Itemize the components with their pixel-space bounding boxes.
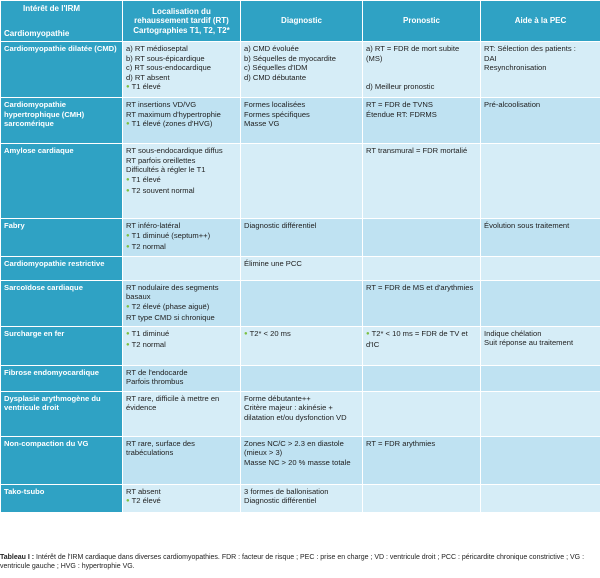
table-row xyxy=(1,98,600,144)
row-cardiomyopathy-name: Amylose cardiaque xyxy=(1,144,123,219)
table-row xyxy=(1,280,600,326)
pec-cell xyxy=(481,391,600,436)
header-pronostic: Pronostic xyxy=(363,1,481,42)
bullet-line: ● T1 élevé xyxy=(126,82,237,94)
diagnostic-cell xyxy=(241,436,363,484)
localisation-cell xyxy=(123,365,241,391)
table-body xyxy=(1,42,600,513)
pec-cell xyxy=(481,326,600,365)
header-col0-bottom: Cardiomyopathie xyxy=(4,28,70,38)
text-line: RT = FDR de MS et d'arythmies xyxy=(366,282,474,292)
caption-text: Intérêt de l'IRM cardiaque dans diverses cardiomyopathies. FDR : facteur de risque ; PEC : prise en charge ; VD : ventricule droit ; PCC : péricardite chronique constrictive ; VG : ventricule gauche ; HVG : hypertrophie VG. xyxy=(0,554,585,570)
row-cardiomyopathy-name: Cardiomyopathie hypertrophique (CMH) sarcomérique xyxy=(1,98,123,144)
pronostic-cell xyxy=(363,42,481,98)
row-cardiomyopathy-name: Surcharge en fer xyxy=(1,326,123,365)
diagnostic-cell xyxy=(241,256,363,280)
diagnostic-cell xyxy=(241,42,363,98)
row-cardiomyopathy-name: Fibrose endomyocardique xyxy=(1,365,123,391)
pec-cell xyxy=(481,219,600,257)
text-line: Difficultés à régler le T1 xyxy=(126,165,206,174)
text-line: DAI xyxy=(484,53,497,63)
diagnostic-cell xyxy=(241,484,363,512)
text-line: d) Meilleur pronostic xyxy=(366,82,435,91)
text-line: Diagnostic différentiel xyxy=(244,496,317,505)
row-cardiomyopathy-name: Cardiomyopathie restrictive xyxy=(1,256,123,280)
text-line: RT transmural = FDR mortalié xyxy=(366,146,468,155)
diagnostic-cell xyxy=(241,98,363,144)
text-line: d) RT absent xyxy=(126,72,170,82)
text-line: Étendue RT: FDRMS xyxy=(366,109,437,119)
diagnostic-cell xyxy=(241,219,363,257)
localisation-cell xyxy=(123,98,241,144)
caption-label: Tableau I : xyxy=(0,554,35,561)
row-cardiomyopathy-name: Sarcoïdose cardiaque xyxy=(1,280,123,326)
header-localisation: Localisation du rehaussement tardif (RT) Cartographies T1, T2, T2* xyxy=(123,1,241,42)
localisation-cell xyxy=(123,326,241,365)
table-header-row xyxy=(1,1,600,42)
bullet-line: ● T1 élevé xyxy=(126,175,237,187)
pronostic-cell xyxy=(363,98,481,144)
text-line: d) CMD débutante xyxy=(244,72,307,82)
bullet-line: ● T2 élevé (phase aiguë) xyxy=(126,302,237,314)
localisation-cell xyxy=(123,256,241,280)
localisation-cell xyxy=(123,391,241,436)
pronostic-cell xyxy=(363,144,481,219)
text-line: RT = FDR arythmies xyxy=(366,438,436,448)
text-line: RT absent xyxy=(126,486,161,496)
text-line: Indique chélation xyxy=(484,328,542,338)
table-row xyxy=(1,42,600,98)
pec-cell xyxy=(481,42,600,98)
pec-cell xyxy=(481,484,600,512)
bullet-line: ● T2 élevé xyxy=(126,496,237,508)
bullet-line: ● T1 diminué (septum++) xyxy=(126,231,237,243)
text-line: RT: Sélection des patients : xyxy=(484,44,576,53)
text-line: RT de l'endocarde xyxy=(126,367,188,377)
pronostic-cell xyxy=(363,484,481,512)
pec-cell xyxy=(481,280,600,326)
text-line: RT insertions VD/VG xyxy=(126,100,197,109)
pec-cell xyxy=(481,256,600,280)
text-line: RT nodulaire des segments basaux xyxy=(126,282,219,301)
text-line: RT rare, surface des trabéculations xyxy=(126,438,195,457)
text-line: Parfois thrombus xyxy=(126,377,184,386)
text-line: Suit réponse au traitement xyxy=(484,338,574,347)
text-line: 3 formes de ballonisation xyxy=(244,486,329,496)
text-line: Évolution sous traitement xyxy=(484,221,570,230)
localisation-cell xyxy=(123,42,241,98)
text-line: Pré-alcoolisation xyxy=(484,100,541,109)
row-cardiomyopathy-name: Dysplasie arythmogène du ventricule droit xyxy=(1,391,123,436)
localisation-cell xyxy=(123,219,241,257)
bullet-line: ● T2 normal xyxy=(126,242,237,254)
diagnostic-cell xyxy=(241,391,363,436)
table-row xyxy=(1,219,600,257)
pronostic-cell xyxy=(363,219,481,257)
pronostic-cell xyxy=(363,326,481,365)
header-diagnostic: Diagnostic xyxy=(241,1,363,42)
text-line: RT maximum d'hypertrophie xyxy=(126,109,221,119)
bullet-line: ● T2* < 10 ms = FDR de TV et d'IC xyxy=(366,329,477,350)
pronostic-cell xyxy=(363,365,481,391)
pec-cell xyxy=(481,365,600,391)
bullet-line: ● T1 diminué xyxy=(126,329,237,341)
text-line: Zones NC/C > 2.3 en diastole (mieux > 3) xyxy=(244,438,344,457)
text-line: Élimine une PCC xyxy=(244,258,302,268)
text-line: Resynchronisation xyxy=(484,63,547,72)
text-line: c) RT sous-endocardique xyxy=(126,63,211,72)
text-line: Masse NC > 20 % masse totale xyxy=(244,457,351,467)
text-line: a) RT = FDR de mort subite (MS) xyxy=(366,44,460,63)
diagnostic-cell xyxy=(241,144,363,219)
table-row xyxy=(1,256,600,280)
diagnostic-cell xyxy=(241,326,363,365)
localisation-cell xyxy=(123,144,241,219)
table-row xyxy=(1,484,600,512)
header-pec: Aide à la PEC xyxy=(481,1,600,42)
bullet-line: ● T2 normal xyxy=(126,340,237,352)
localisation-cell xyxy=(123,436,241,484)
pronostic-cell xyxy=(363,391,481,436)
pec-cell xyxy=(481,436,600,484)
pronostic-cell xyxy=(363,256,481,280)
text-line: Critère majeur : akinésie + dilatation et/ou dysfonction VD xyxy=(244,403,347,422)
header-corner xyxy=(1,1,123,42)
text-line: Forme débutante++ xyxy=(244,393,311,403)
text-line: RT = FDR de TVNS xyxy=(366,100,433,109)
text-line: b) RT sous-épicardique xyxy=(126,53,205,63)
table-row xyxy=(1,436,600,484)
text-line: RT parfois oreillettes xyxy=(126,155,196,165)
bullet-line: ● T2* < 20 ms xyxy=(244,329,359,341)
text-line: Formes spécifiques xyxy=(244,109,310,119)
text-line: a) RT médioseptal xyxy=(126,44,188,53)
bullet-line: ● T2 souvent normal xyxy=(126,186,237,198)
pec-cell xyxy=(481,144,600,219)
text-line xyxy=(366,63,477,73)
text-line xyxy=(366,73,477,83)
row-cardiomyopathy-name: Non-compaction du VG xyxy=(1,436,123,484)
table-row xyxy=(1,144,600,219)
table-caption xyxy=(0,553,600,571)
text-line: Diagnostic différentiel xyxy=(244,221,317,230)
diagnostic-cell xyxy=(241,280,363,326)
localisation-cell xyxy=(123,280,241,326)
text-line: b) Séquelles de myocardite xyxy=(244,53,337,63)
pec-cell xyxy=(481,98,600,144)
table-row xyxy=(1,365,600,391)
row-cardiomyopathy-name: Fabry xyxy=(1,219,123,257)
text-line: c) Séquelles d'IDM xyxy=(244,63,308,72)
text-line: Formes localisées xyxy=(244,100,306,109)
localisation-cell xyxy=(123,484,241,512)
text-line: Masse VG xyxy=(244,119,280,128)
row-cardiomyopathy-name: Tako-tsubo xyxy=(1,484,123,512)
pronostic-cell xyxy=(363,280,481,326)
text-line: RT type CMD si chronique xyxy=(126,313,215,322)
text-line: RT inféro-latéral xyxy=(126,221,181,230)
table-row xyxy=(1,326,600,365)
pronostic-cell xyxy=(363,436,481,484)
row-cardiomyopathy-name: Cardiomyopathie dilatée (CMD) xyxy=(1,42,123,98)
text-line: a) CMD évoluée xyxy=(244,44,299,53)
table-row xyxy=(1,391,600,436)
text-line: RT sous-endocardique diffus xyxy=(126,146,223,155)
text-line: RT rare, difficile à mettre en évidence xyxy=(126,393,220,412)
diagnostic-cell xyxy=(241,365,363,391)
bullet-line: ● T1 élevé (zones d'HVG) xyxy=(126,119,237,131)
header-col0-top: Intérêt de l'IRM xyxy=(23,4,81,13)
